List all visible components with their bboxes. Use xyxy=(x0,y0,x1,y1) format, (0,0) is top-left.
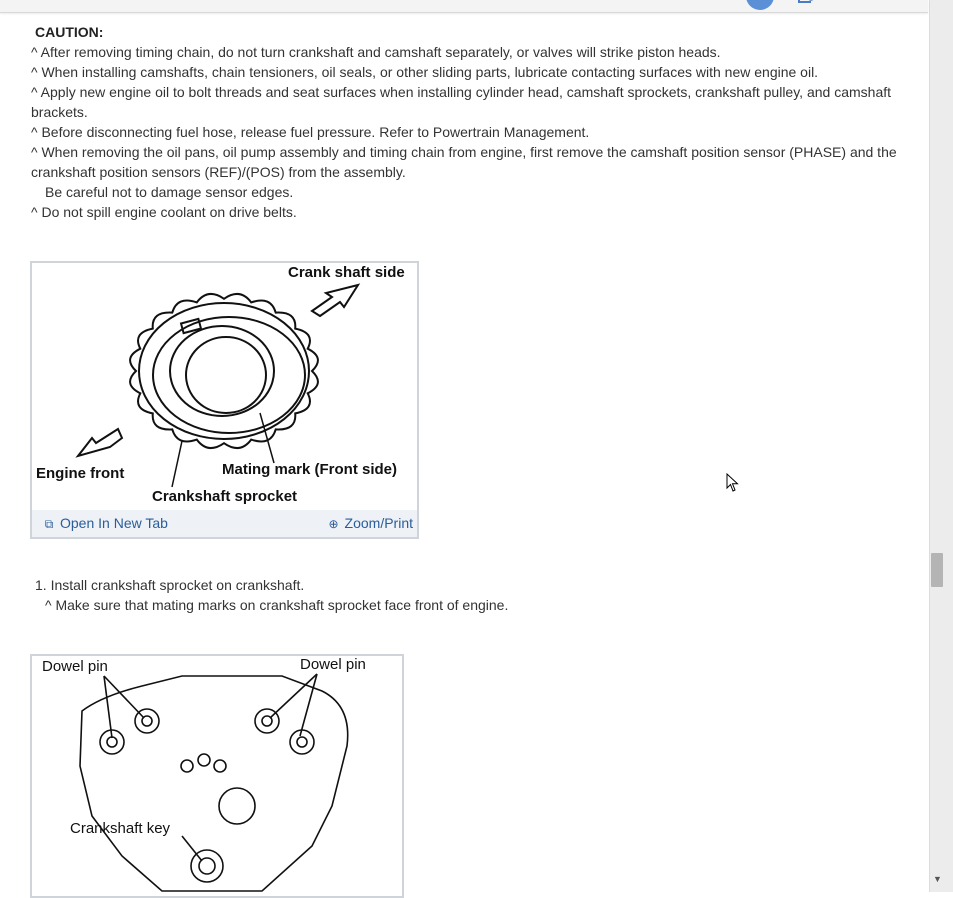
caution-item: ^ After removing timing chain, do not turn crankshaft and camshaft separately, or valves will strike piston heads. xyxy=(31,44,721,60)
engine-diagram xyxy=(32,656,402,896)
label-mating-mark: Mating mark (Front side) xyxy=(222,461,398,478)
zoom-print-label: Zoom/Print xyxy=(344,515,413,531)
open-tab-icon: ⧉ xyxy=(44,517,54,531)
label-crankshaft-key: Crankshaft key xyxy=(70,820,171,837)
scrollbar-thumb[interactable] xyxy=(931,553,943,587)
caution-item: ^ When installing camshafts, chain tensioners, oil seals, or other sliding parts, lubricate contacting surfaces with new engine oil. xyxy=(31,64,819,80)
figure-crankshaft-sprocket[interactable] xyxy=(30,261,419,539)
avatar[interactable] xyxy=(746,0,774,10)
caution-title: CAUTION: xyxy=(35,24,104,40)
figure-dowel-pins[interactable] xyxy=(30,654,404,898)
caution-section xyxy=(31,22,921,222)
caution-item: Be careful not to damage sensor edges. xyxy=(45,184,294,200)
label-engine-front: Engine front xyxy=(36,465,125,482)
caution-item: ^ Apply new engine oil to bolt threads and seat surfaces when installing cylinder head, camshaft sprockets, crankshaft pulley, and camshaft brackets. xyxy=(31,84,892,120)
step-1 xyxy=(35,575,508,615)
caution-item: ^ Do not spill engine coolant on drive belts. xyxy=(31,204,297,220)
zoom-icon: ⊕ xyxy=(328,517,339,531)
open-in-new-tab-link[interactable] xyxy=(42,510,168,538)
label-crank-side: Crank shaft side xyxy=(288,264,405,281)
label-sprocket: Crankshaft sprocket xyxy=(152,488,298,505)
scroll-down-arrow-icon[interactable]: ▼ xyxy=(933,874,942,884)
sprocket-diagram[interactable] xyxy=(32,263,417,510)
figure-toolbar xyxy=(32,510,417,537)
mouse-cursor-icon xyxy=(726,473,740,493)
caution-item: ^ When removing the oil pans, oil pump assembly and timing chain from engine, first remove the camshaft position sensor (PHASE) and the crankshaft position sensors (REF)/(POS) from the assembly. xyxy=(31,144,897,180)
top-toolbar xyxy=(0,0,928,13)
scrollbar-track[interactable] xyxy=(929,0,953,892)
caution-item: ^ Before disconnecting fuel hose, release fuel pressure. Refer to Powertrain Management. xyxy=(31,124,590,140)
label-dowel-pin-right: Dowel pin xyxy=(300,656,366,673)
document-icon[interactable] xyxy=(797,0,815,6)
open-tab-label: Open In New Tab xyxy=(60,515,168,531)
label-dowel-pin-left: Dowel pin xyxy=(42,658,108,675)
zoom-print-link[interactable] xyxy=(327,510,413,538)
step-1-note: ^ Make sure that mating marks on crankshaft sprocket face front of engine. xyxy=(45,597,509,613)
step-1-text: 1. Install crankshaft sprocket on crankshaft. xyxy=(35,577,305,593)
